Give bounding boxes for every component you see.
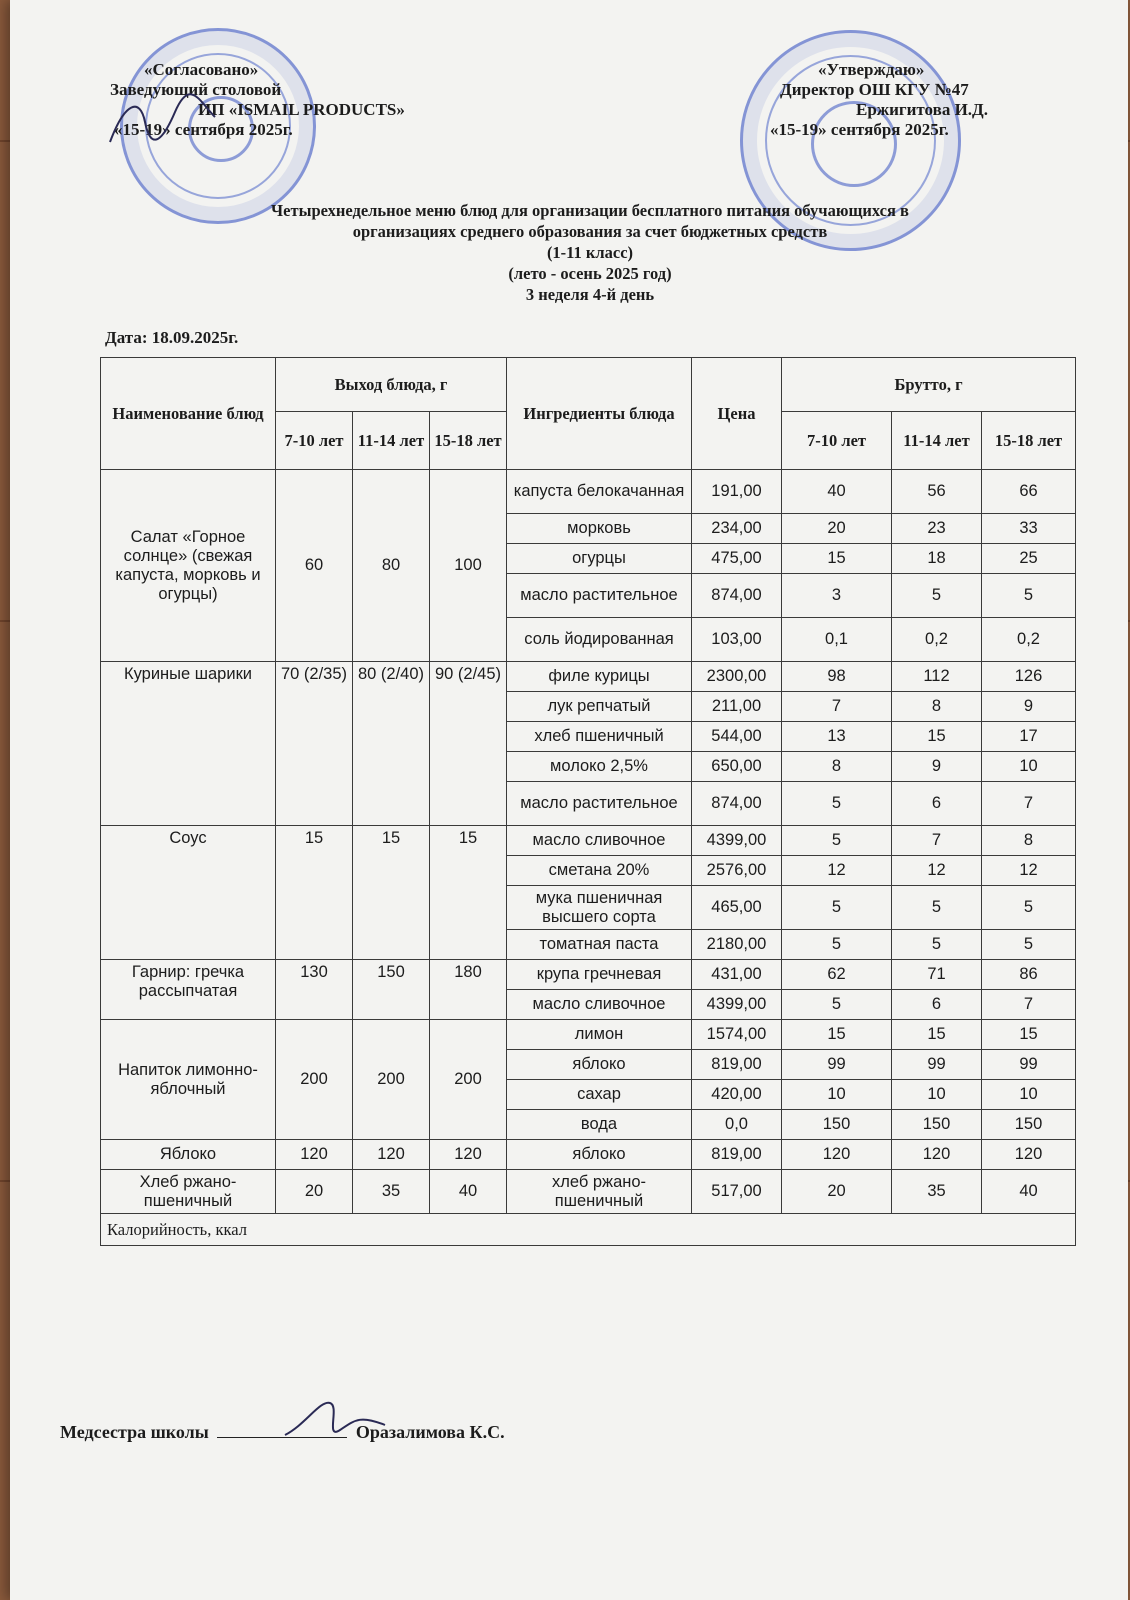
yield-11-14-cell: 80 (2/40) [353, 662, 430, 826]
approval-heading: «Утверждаю» [818, 60, 925, 79]
header-yield: Выход блюда, г [276, 358, 507, 412]
approval-date: «15-19» сентября 2025г. [114, 120, 293, 139]
table-row [101, 826, 1076, 856]
gross-7-10-cell: 7 [782, 692, 892, 722]
header-age-15-18: 15-18 лет [982, 412, 1076, 470]
header-age-11-14: 11-14 лет [353, 412, 430, 470]
ingredient-cell: огурцы [507, 544, 692, 574]
table-row [101, 1140, 1076, 1170]
gross-15-18-cell: 66 [982, 470, 1076, 514]
header-age-15-18: 15-18 лет [430, 412, 507, 470]
price-cell: 819,00 [692, 1050, 782, 1080]
nurse-label: Медсестра школы [60, 1422, 209, 1442]
gross-7-10-cell: 5 [782, 930, 892, 960]
ingredient-cell: вода [507, 1110, 692, 1140]
calories-row: Калорийность, ккал [101, 1214, 1076, 1246]
price-cell: 420,00 [692, 1080, 782, 1110]
price-cell: 234,00 [692, 514, 782, 544]
gross-15-18-cell: 33 [982, 514, 1076, 544]
approval-date: «15-19» сентября 2025г. [770, 120, 949, 139]
ingredient-cell: мука пшеничная высшего сорта [507, 886, 692, 930]
yield-7-10-cell: 200 [276, 1020, 353, 1140]
yield-15-18-cell: 120 [430, 1140, 507, 1170]
gross-7-10-cell: 20 [782, 1170, 892, 1214]
approval-organization: ИП «ISMAIL PRODUCTS» [198, 100, 405, 119]
gross-7-10-cell: 150 [782, 1110, 892, 1140]
price-cell: 874,00 [692, 574, 782, 618]
gross-11-14-cell: 6 [892, 782, 982, 826]
gross-15-18-cell: 17 [982, 722, 1076, 752]
gross-15-18-cell: 0,2 [982, 618, 1076, 662]
approval-heading: «Согласовано» [144, 60, 259, 79]
approval-position: Директор ОШ КГУ №47 [780, 80, 969, 99]
gross-15-18-cell: 8 [982, 826, 1076, 856]
title-line: Четырехнедельное меню блюд для организации бесплатного питания обучающихся в [271, 201, 909, 220]
header-age-7-10: 7-10 лет [782, 412, 892, 470]
yield-11-14-cell: 35 [353, 1170, 430, 1214]
gross-15-18-cell: 150 [982, 1110, 1076, 1140]
gross-7-10-cell: 120 [782, 1140, 892, 1170]
gross-7-10-cell: 5 [782, 826, 892, 856]
title-line: 3 неделя 4-й день [525, 285, 655, 304]
gross-11-14-cell: 15 [892, 1020, 982, 1050]
menu-date: Дата: 18.09.2025г. [105, 328, 239, 347]
yield-11-14-cell: 200 [353, 1020, 430, 1140]
table-row [101, 1020, 1076, 1050]
gross-7-10-cell: 5 [782, 886, 892, 930]
gross-7-10-cell: 20 [782, 514, 892, 544]
menu-body [101, 470, 1076, 1214]
gross-11-14-cell: 56 [892, 470, 982, 514]
gross-7-10-cell: 13 [782, 722, 892, 752]
gross-11-14-cell: 12 [892, 856, 982, 886]
dish-name-cell: Гарнир: гречка рассыпчатая [101, 960, 276, 1020]
dish-name-cell: Куриные шарики [101, 662, 276, 826]
gross-11-14-cell: 18 [892, 544, 982, 574]
header-dish-name: Наименование блюд [101, 358, 276, 470]
price-cell: 191,00 [692, 470, 782, 514]
yield-15-18-cell: 15 [430, 826, 507, 960]
ingredient-cell: сметана 20% [507, 856, 692, 886]
yield-11-14-cell: 120 [353, 1140, 430, 1170]
price-cell: 2300,00 [692, 662, 782, 692]
dish-name-cell: Соус [101, 826, 276, 960]
gross-15-18-cell: 5 [982, 930, 1076, 960]
gross-15-18-cell: 40 [982, 1170, 1076, 1214]
yield-7-10-cell: 60 [276, 470, 353, 662]
table-row [101, 1170, 1076, 1214]
gross-15-18-cell: 12 [982, 856, 1076, 886]
gross-7-10-cell: 5 [782, 782, 892, 826]
gross-15-18-cell: 10 [982, 752, 1076, 782]
nurse-name: Оразалимова К.С. [355, 1422, 505, 1442]
header-age-11-14: 11-14 лет [892, 412, 982, 470]
gross-11-14-cell: 6 [892, 990, 982, 1020]
gross-7-10-cell: 40 [782, 470, 892, 514]
price-cell: 4399,00 [692, 990, 782, 1020]
table-row [101, 470, 1076, 514]
price-cell: 211,00 [692, 692, 782, 722]
title-line: организациях среднего образования за счет бюджетных средств [352, 222, 828, 241]
gross-7-10-cell: 15 [782, 544, 892, 574]
document-title [70, 200, 1110, 305]
gross-15-18-cell: 5 [982, 886, 1076, 930]
dish-name-cell: Напиток лимонно-яблочный [101, 1020, 276, 1140]
price-cell: 2576,00 [692, 856, 782, 886]
ingredient-cell: масло сливочное [507, 826, 692, 856]
gross-7-10-cell: 5 [782, 990, 892, 1020]
nurse-signature [280, 1395, 390, 1445]
gross-11-14-cell: 99 [892, 1050, 982, 1080]
ingredient-cell: лимон [507, 1020, 692, 1050]
gross-11-14-cell: 112 [892, 662, 982, 692]
gross-15-18-cell: 7 [982, 990, 1076, 1020]
gross-11-14-cell: 35 [892, 1170, 982, 1214]
gross-11-14-cell: 0,2 [892, 618, 982, 662]
ingredient-cell: томатная паста [507, 930, 692, 960]
header-gross: Брутто, г [782, 358, 1076, 412]
price-cell: 103,00 [692, 618, 782, 662]
manager-signature [105, 92, 225, 152]
gross-7-10-cell: 12 [782, 856, 892, 886]
yield-15-18-cell: 90 (2/45) [430, 662, 507, 826]
ingredient-cell: соль йодированная [507, 618, 692, 662]
ingredient-cell: масло сливочное [507, 990, 692, 1020]
gross-11-14-cell: 71 [892, 960, 982, 990]
dish-name-cell: Яблоко [101, 1140, 276, 1170]
yield-11-14-cell: 15 [353, 826, 430, 960]
gross-11-14-cell: 5 [892, 930, 982, 960]
price-cell: 819,00 [692, 1140, 782, 1170]
price-cell: 2180,00 [692, 930, 782, 960]
yield-7-10-cell: 20 [276, 1170, 353, 1214]
title-line: (1-11 класс) [546, 243, 634, 262]
gross-15-18-cell: 9 [982, 692, 1076, 722]
dish-name-cell: Салат «Горное солнце» (свежая капуста, морковь и огурцы) [101, 470, 276, 662]
price-cell: 650,00 [692, 752, 782, 782]
ingredient-cell: филе курицы [507, 662, 692, 692]
approval-block-right [770, 60, 988, 140]
gross-7-10-cell: 98 [782, 662, 892, 692]
gross-11-14-cell: 10 [892, 1080, 982, 1110]
yield-7-10-cell: 70 (2/35) [276, 662, 353, 826]
gross-7-10-cell: 0,1 [782, 618, 892, 662]
price-cell: 475,00 [692, 544, 782, 574]
ingredient-cell: масло растительное [507, 574, 692, 618]
gross-11-14-cell: 15 [892, 722, 982, 752]
gross-15-18-cell: 7 [982, 782, 1076, 826]
gross-7-10-cell: 15 [782, 1020, 892, 1050]
yield-15-18-cell: 40 [430, 1170, 507, 1214]
ingredient-cell: хлеб ржано-пшеничный [507, 1170, 692, 1214]
gross-15-18-cell: 10 [982, 1080, 1076, 1110]
yield-15-18-cell: 200 [430, 1020, 507, 1140]
price-cell: 465,00 [692, 886, 782, 930]
price-cell: 1574,00 [692, 1020, 782, 1050]
gross-15-18-cell: 5 [982, 574, 1076, 618]
table-row [101, 662, 1076, 692]
ingredient-cell: хлеб пшеничный [507, 722, 692, 752]
gross-11-14-cell: 8 [892, 692, 982, 722]
gross-11-14-cell: 5 [892, 574, 982, 618]
price-cell: 4399,00 [692, 826, 782, 856]
header-price: Цена [692, 358, 782, 470]
ingredient-cell: яблоко [507, 1050, 692, 1080]
yield-7-10-cell: 130 [276, 960, 353, 1020]
gross-7-10-cell: 62 [782, 960, 892, 990]
title-line: (лето - осень 2025 год) [508, 264, 672, 283]
gross-11-14-cell: 9 [892, 752, 982, 782]
yield-15-18-cell: 180 [430, 960, 507, 1020]
gross-7-10-cell: 3 [782, 574, 892, 618]
menu-table [100, 357, 1076, 1246]
document-page [10, 0, 1128, 1600]
gross-11-14-cell: 120 [892, 1140, 982, 1170]
approval-position: Заведующий столовой [110, 80, 282, 99]
yield-7-10-cell: 15 [276, 826, 353, 960]
gross-11-14-cell: 7 [892, 826, 982, 856]
gross-15-18-cell: 126 [982, 662, 1076, 692]
ingredient-cell: яблоко [507, 1140, 692, 1170]
ingredient-cell: капуста белокачанная [507, 470, 692, 514]
gross-15-18-cell: 86 [982, 960, 1076, 990]
gross-15-18-cell: 15 [982, 1020, 1076, 1050]
ingredient-cell: морковь [507, 514, 692, 544]
price-cell: 517,00 [692, 1170, 782, 1214]
ingredient-cell: молоко 2,5% [507, 752, 692, 782]
gross-7-10-cell: 10 [782, 1080, 892, 1110]
gross-11-14-cell: 5 [892, 886, 982, 930]
gross-7-10-cell: 99 [782, 1050, 892, 1080]
yield-7-10-cell: 120 [276, 1140, 353, 1170]
price-cell: 0,0 [692, 1110, 782, 1140]
gross-7-10-cell: 8 [782, 752, 892, 782]
price-cell: 874,00 [692, 782, 782, 826]
ingredient-cell: крупа гречневая [507, 960, 692, 990]
dish-name-cell: Хлеб ржано-пшеничный [101, 1170, 276, 1214]
price-cell: 544,00 [692, 722, 782, 752]
ingredient-cell: лук репчатый [507, 692, 692, 722]
gross-15-18-cell: 120 [982, 1140, 1076, 1170]
yield-11-14-cell: 80 [353, 470, 430, 662]
gross-15-18-cell: 25 [982, 544, 1076, 574]
header-age-7-10: 7-10 лет [276, 412, 353, 470]
yield-15-18-cell: 100 [430, 470, 507, 662]
ingredient-cell: масло растительное [507, 782, 692, 826]
price-cell: 431,00 [692, 960, 782, 990]
ingredient-cell: сахар [507, 1080, 692, 1110]
table-row [101, 960, 1076, 990]
yield-11-14-cell: 150 [353, 960, 430, 1020]
header-ingredients: Ингредиенты блюда [507, 358, 692, 470]
gross-11-14-cell: 150 [892, 1110, 982, 1140]
approval-person: Ержигитова И.Д. [856, 100, 988, 119]
gross-15-18-cell: 99 [982, 1050, 1076, 1080]
gross-11-14-cell: 23 [892, 514, 982, 544]
